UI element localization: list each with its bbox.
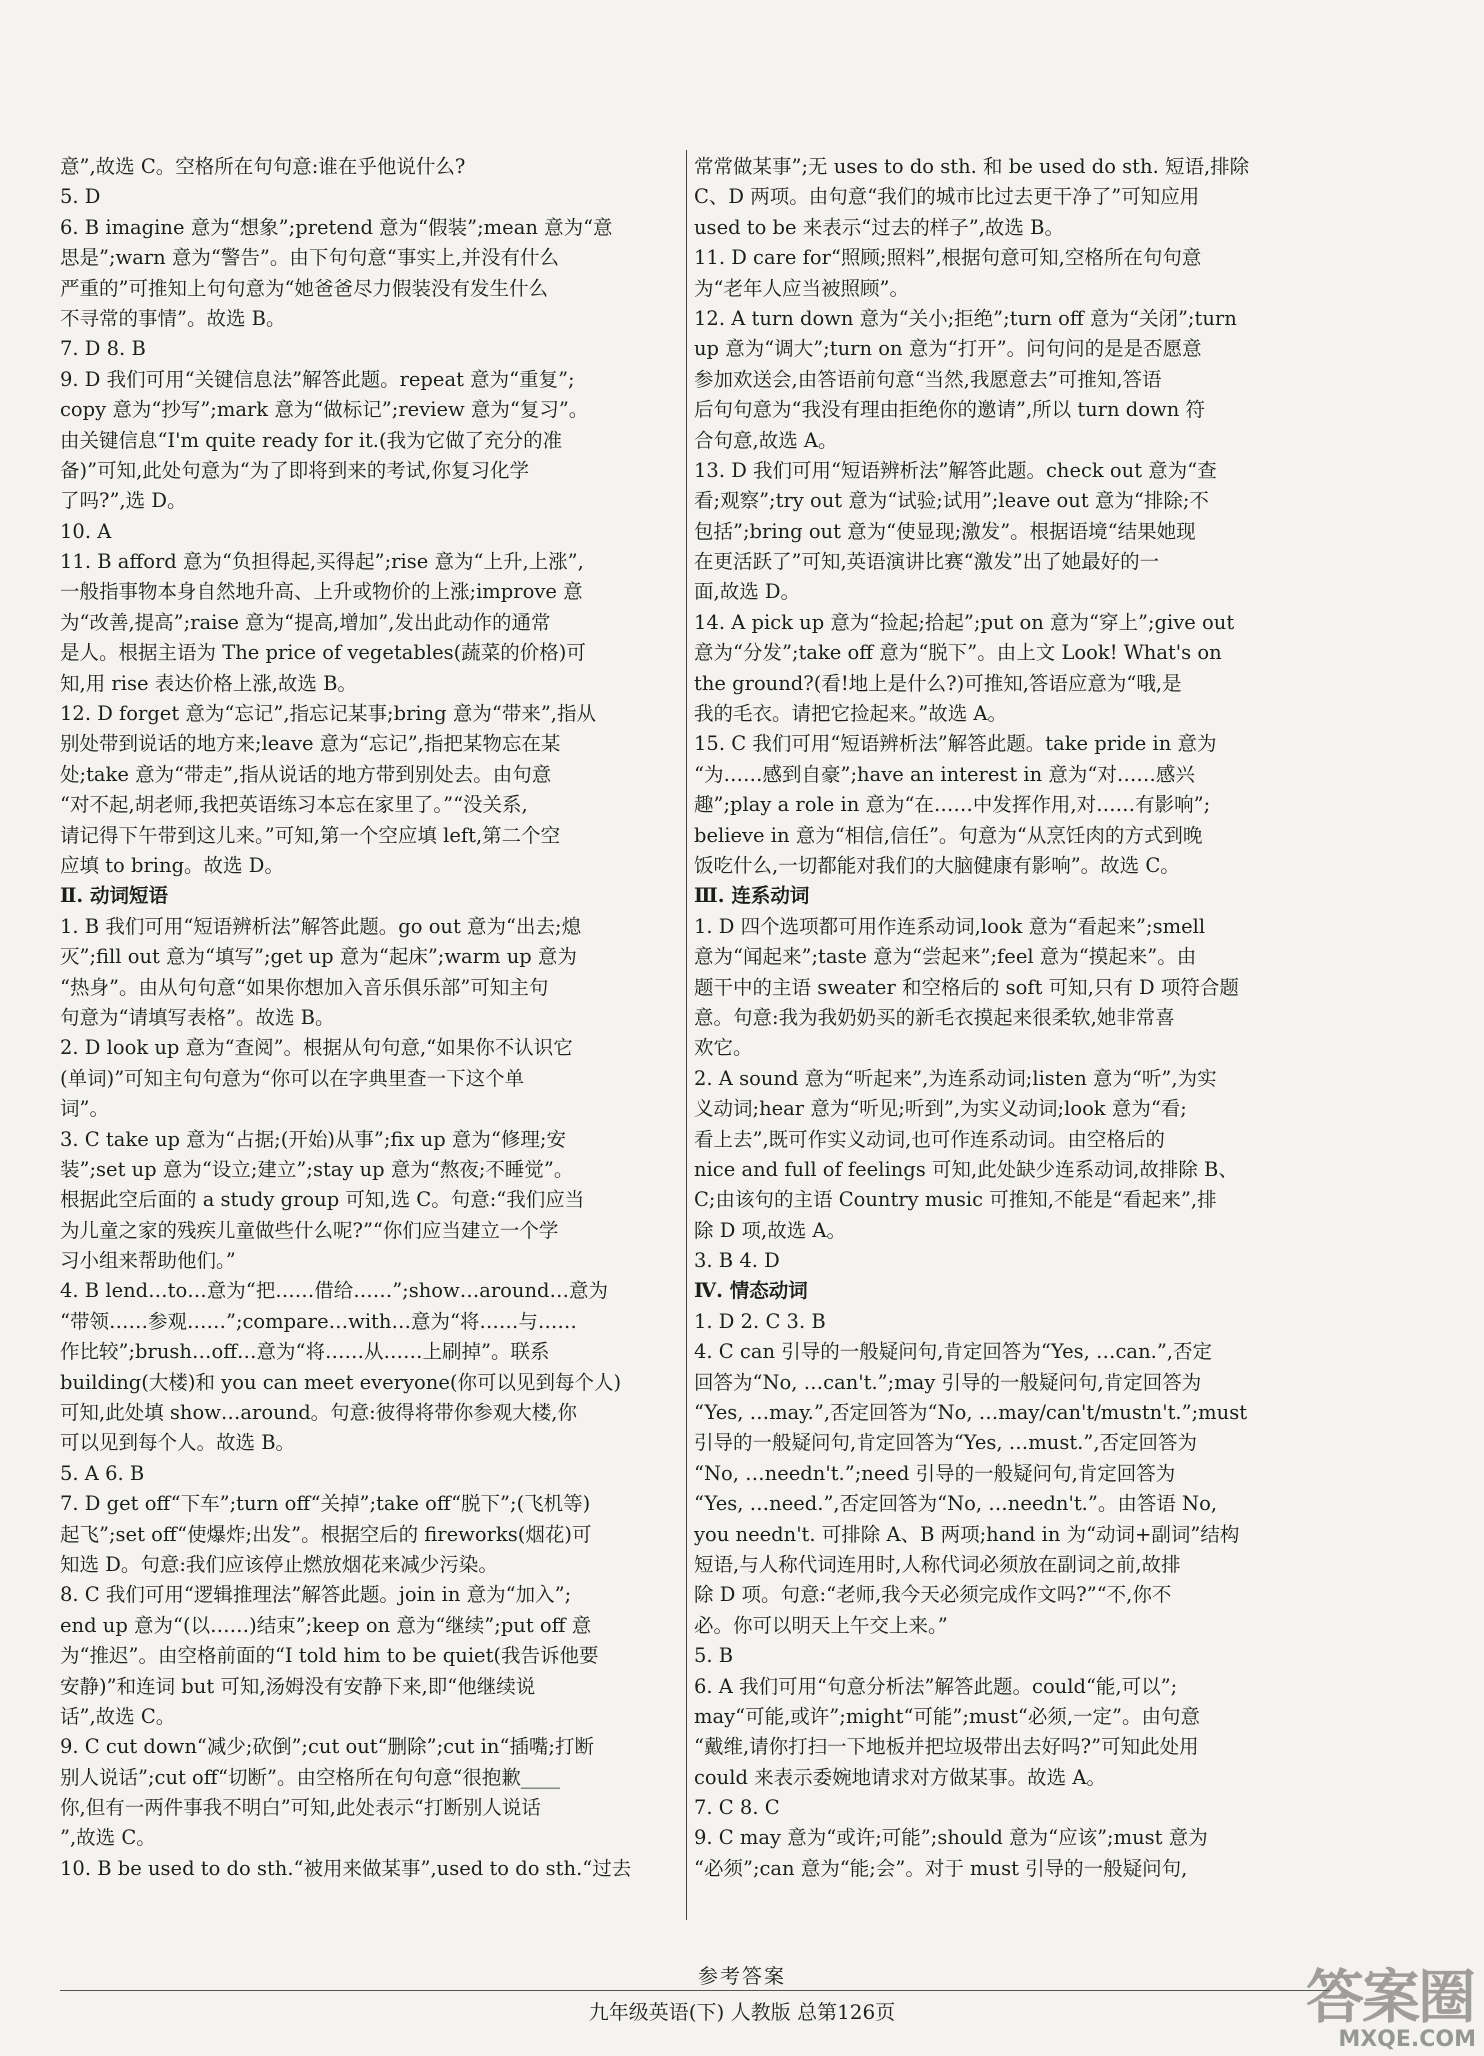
text-line: 是人。根据主语为 The price of vegetables(蔬菜的价格)可: [60, 641, 586, 665]
text-line: 15. C 我们可用“短语辨析法”解答此题。take pride in 意为: [694, 732, 1217, 756]
text-line: 除 D 项,故选 A。: [694, 1218, 847, 1242]
watermark-logo: [1300, 1950, 1484, 2056]
text-line: 请记得下午带到这儿来。”可知,第一个空应填 left,第二个空: [60, 823, 561, 847]
text-line: 14. A pick up 意为“捡起;拾起”;put on 意为“穿上”;give out: [694, 610, 1235, 634]
text-line: 词”。: [60, 1097, 109, 1121]
text-line: 装”;set up 意为“设立;建立”;stay up 意为“熬夜;不睡觉”。: [60, 1157, 574, 1181]
text-line: “必须”;can 意为“能;会”。对于 must 引导的一般疑问句,: [694, 1856, 1188, 1880]
text-line: 意。句意:我为我奶奶买的新毛衣摸起来很柔软,她非常喜: [694, 1005, 1175, 1029]
text-line: 你,但有一两件事我不明白”可知,此处表示“打断别人说话: [60, 1796, 541, 1820]
text-line: 我的毛衣。请把它捡起来。”故选 A。: [694, 702, 1007, 726]
text-line: 5. D: [60, 185, 101, 209]
text-line: 10. B be used to do sth.“被用来做某事”,used to do sth.“过去: [60, 1856, 632, 1880]
text-line: 8. C 我们可用“逻辑推理法”解答此题。join in 意为“加入”;: [60, 1583, 572, 1607]
text-line: 作比较”;brush…off…意为“将……从……上刷掉”。联系: [60, 1340, 550, 1364]
text-line: 为“老年人应当被照顾”。: [694, 276, 909, 300]
text-line: 话”,故选 C。: [60, 1704, 176, 1728]
text-line: 9. C cut down“减少;砍倒”;cut out“删除”;cut in“插嘴;打断: [60, 1735, 594, 1759]
text-line: nice and full of feelings 可知,此处缺少连系动词,故排除 B、: [694, 1157, 1238, 1181]
text-line: 别处带到说话的地方来;leave 意为“忘记”,指把某物忘在某: [60, 732, 561, 756]
text-line: 知选 D。句意:我们应该停止燃放烟花来减少污染。: [60, 1552, 498, 1576]
text-line: 4. C can 引导的一般疑问句,肯定回答为“Yes, …can.”,否定: [694, 1340, 1212, 1364]
text-line: may“可能,或许”;might“可能”;must“必须,一定”。由句意: [694, 1704, 1200, 1728]
text-line: 不寻常的事情”。故选 B。: [60, 306, 286, 330]
text-line: 安静)”和连词 but 可知,汤姆没有安静下来,即“他继续说: [60, 1674, 536, 1698]
text-line: C;由该句的主语 Country music 可推知,不能是“看起来”,排: [694, 1188, 1217, 1212]
left-column: [60, 152, 688, 1884]
text-line: 5. B: [694, 1644, 734, 1668]
text-line: 包括”;bring out 意为“使显现;激发”。根据语境“结果她现: [694, 519, 1196, 543]
text-line: Ⅳ. 情态动词: [694, 1279, 808, 1303]
text-line: 题干中的主语 sweater 和空格后的 soft 可知,只有 D 项符合题: [694, 975, 1239, 999]
text-line: 11. B afford 意为“负担得起,买得起”;rise 意为“上升,上涨”,: [60, 550, 584, 574]
text-line: 合句意,故选 A。: [694, 428, 838, 452]
text-line: 饭吃什么,一切都能对我们的大脑健康有影响”。故选 C。: [694, 853, 1180, 877]
text-line: 7. D get off“下车”;turn off“关掉”;take off“脱下”;(飞机等): [60, 1492, 591, 1516]
text-line: 2. A sound 意为“听起来”,为连系动词;listen 意为“听”,为实: [694, 1066, 1217, 1090]
text-line: 11. D care for“照顾;照料”,根据句意可知,空格所在句句意: [694, 246, 1202, 270]
text-line: 面,故选 D。: [694, 580, 801, 604]
text-line: you needn't. 可排除 A、B 两项;hand in 为“动词+副词”结构: [694, 1522, 1240, 1546]
text-line: 为儿童之家的残疾儿童做些什么呢?”“你们应当建立一个学: [60, 1218, 559, 1242]
footer-title: 参考答案: [698, 1964, 786, 1988]
text-line: 知,用 rise 表达价格上涨,故选 B。: [60, 671, 357, 695]
text-line: 了吗?”,选 D。: [60, 489, 187, 513]
text-line: 常常做某事”;无 uses to do sth. 和 be used do sth. 短语,排除: [694, 155, 1250, 178]
text-line: 回答为“No, …can't.”;may 引导的一般疑问句,肯定回答为: [694, 1370, 1202, 1394]
text-line: 根据此空后面的 a study group 可知,选 C。句意:“我们应当: [60, 1188, 585, 1212]
text-line: 必。你可以明天上午交上来。”: [694, 1613, 948, 1637]
text-line: 趣”;play a role in 意为“在……中发挥作用,对……有影响”;: [694, 793, 1211, 817]
right-column: [694, 152, 1330, 1884]
text-line: “热身”。由从句句意“如果你想加入音乐俱乐部”可知主句: [60, 975, 549, 999]
text-line: 12. A turn down 意为“关小;拒绝”;turn off 意为“关闭”;turn: [694, 306, 1237, 330]
text-line: 9. D 我们可用“关键信息法”解答此题。repeat 意为“重复”;: [60, 367, 575, 391]
text-line: 10. A: [60, 519, 112, 543]
text-line: 思是”;warn 意为“警告”。由下句句意“事实上,并没有什么: [60, 246, 560, 270]
text-line: copy 意为“抄写”;mark 意为“做标记”;review 意为“复习”。: [60, 398, 589, 422]
text-line: 除 D 项。句意:“老师,我今天必须完成作文吗?”“不,你不: [694, 1583, 1172, 1607]
text-line: 为“推迟”。由空格前面的“I told him to be quiet(我告诉他要: [60, 1644, 599, 1668]
text-line: 习小组来帮助他们。”: [60, 1249, 236, 1273]
text-line: 备)”可知,此处句意为“为了即将到来的考试,你复习化学: [60, 458, 529, 482]
text-line: 短语,与人称代词连用时,人称代词必须放在副词之前,故排: [694, 1552, 1181, 1576]
text-line: 2. D look up 意为“查阅”。根据从句句意,“如果你不认识它: [60, 1036, 573, 1060]
text-line: up 意为“调大”;turn on 意为“打开”。问句问的是是否愿意: [694, 337, 1202, 361]
text-line: “Yes, …may.”,否定回答为“No, …may/can't/mustn't.”;must: [694, 1401, 1248, 1425]
text-line: “为……感到自豪”;have an interest in 意为“对……感兴: [694, 762, 1195, 786]
text-line: 由关键信息“I'm quite ready for it.(我为它做了充分的准: [60, 428, 563, 452]
text-line: 1. B 我们可用“短语辨析法”解答此题。go out 意为“出去;熄: [60, 914, 582, 938]
text-line: used to be 来表示“过去的样子”,故选 B。: [694, 215, 1064, 239]
text-line: 12. D forget 意为“忘记”,指忘记某事;bring 意为“带来”,指从: [60, 702, 597, 726]
text-line: the ground?(看!地上是什么?)可推知,答语应意为“哦,是: [694, 671, 1182, 695]
text-line: could 来表示委婉地请求对方做某事。故选 A。: [694, 1765, 1106, 1789]
text-line: 欢它。: [694, 1036, 753, 1060]
text-line: 处;take 意为“带走”,指从说话的地方带到别处去。由句意: [60, 762, 552, 786]
text-line: 后句句意为“我没有理由拒绝你的邀请”,所以 turn down 符: [694, 398, 1205, 422]
text-line: 句意为“请填写表格”。故选 B。: [60, 1005, 335, 1029]
text-line: 看上去”,既可作实义动词,也可作连系动词。由空格后的: [694, 1127, 1165, 1151]
text-line: 别人说话”;cut off“切断”。由空格所在句句意“很抱歉____: [60, 1765, 560, 1789]
text-line: Ⅱ. 动词短语: [60, 884, 169, 908]
text-line: “戴维,请你打扫一下地板并把垃圾带出去好吗?”可知此处用: [694, 1735, 1199, 1759]
text-line: 严重的”可推知上句句意为“她爸爸尽力假装没有发生什么: [60, 276, 548, 300]
text-line: “带领……参观……”;compare…with…意为“将……与……: [60, 1309, 577, 1333]
text-line: 参加欢送会,由答语前句意“当然,我愿意去”可推知,答语: [694, 367, 1162, 391]
text-line: 3. C take up 意为“占据;(开始)从事”;fix up 意为“修理;安: [60, 1127, 566, 1151]
text-line: 4. B lend…to…意为“把……借给……”;show…around…意为: [60, 1279, 609, 1303]
text-line: believe in 意为“相信,信任”。句意为“从烹饪肉的方式到晚: [694, 823, 1203, 847]
text-line: end up 意为“(以……)结束”;keep on 意为“继续”;put off 意: [60, 1613, 592, 1637]
text-line: 1. D 2. C 3. B: [694, 1309, 826, 1333]
text-line: 看;观察”;try out 意为“试验;试用”;leave out 意为“排除;不: [694, 489, 1209, 513]
text-line: 应填 to bring。故选 D。: [60, 853, 284, 877]
text-line: 意为“分发”;take off 意为“脱下”。由上文 Look! What's on: [694, 641, 1222, 665]
text-line: 意为“闻起来”;taste 意为“尝起来”;feel 意为“摸起来”。由: [694, 945, 1197, 969]
text-line: 引导的一般疑问句,肯定回答为“Yes, …must.”,否定回答为: [694, 1431, 1198, 1455]
text-line: 13. D 我们可用“短语辨析法”解答此题。check out 意为“查: [694, 458, 1217, 482]
text-line: 一般指事物本身自然地升高、上升或物价的上涨;improve 意: [60, 580, 583, 604]
text-line: 可知,此处填 show…around。句意:彼得将带你参观大楼,你: [60, 1401, 577, 1425]
text-line: Ⅲ. 连系动词: [694, 884, 810, 908]
text-line: 6. A 我们可用“句意分析法”解答此题。could“能,可以”;: [694, 1674, 1178, 1698]
text-line: 6. B imagine 意为“想象”;pretend 意为“假装”;mean 意为“意: [60, 215, 613, 239]
text-line: 1. D 四个选项都可用作连系动词,look 意为“看起来”;smell: [694, 914, 1206, 938]
text-line: 起飞”;set off“使爆炸;出发”。根据空后的 fireworks(烟花)可: [60, 1522, 592, 1546]
watermark-brand: 答案圈: [1305, 1963, 1474, 2031]
text-line: 7. D 8. B: [60, 337, 146, 361]
text-line: “Yes, …need.”,否定回答为“No, …needn't.”。由答语 No,: [694, 1492, 1218, 1516]
text-line: 5. A 6. B: [60, 1461, 145, 1485]
text-line: 义动词;hear 意为“听见;听到”,为实义动词;look 意为“看;: [694, 1097, 1187, 1121]
footer-page-info: 九年级英语(下) 人教版 总第126页: [588, 2000, 896, 2024]
text-line: ”,故选 C。: [60, 1826, 156, 1850]
footer-rule: [60, 1990, 1330, 1991]
text-line: 意”,故选 C。空格所在句句意:谁在乎他说什么?: [60, 155, 466, 178]
text-line: “No, …needn't.”;need 引导的一般疑问句,肯定回答为: [694, 1461, 1176, 1485]
text-line: 在更活跃了”可知,英语演讲比赛“激发”出了她最好的一: [694, 550, 1160, 574]
text-line: C、D 两项。由句意“我们的城市比过去更干净了”可知应用: [694, 185, 1200, 209]
text-line: 7. C 8. C: [694, 1796, 780, 1820]
watermark-url: MXQE.COM: [1338, 2027, 1476, 2052]
text-line: 3. B 4. D: [694, 1249, 780, 1273]
text-line: 为“改善,提高”;raise 意为“提高,增加”,发出此动作的通常: [60, 610, 551, 634]
text-line: “对不起,胡老师,我把英语练习本忘在家里了。”“没关系,: [60, 793, 528, 817]
text-line: building(大楼)和 you can meet everyone(你可以见到每个人): [60, 1370, 622, 1394]
text-line: 9. C may 意为“或许;可能”;should 意为“应该”;must 意为: [694, 1826, 1208, 1850]
text-line: (单词)”可知主句句意为“你可以在字典里查一下这个单: [60, 1066, 525, 1090]
text-line: 灭”;fill out 意为“填写”;get up 意为“起床”;warm up 意为: [60, 945, 577, 969]
column-divider: [686, 150, 687, 1920]
text-line: 可以见到每个人。故选 B。: [60, 1431, 296, 1455]
